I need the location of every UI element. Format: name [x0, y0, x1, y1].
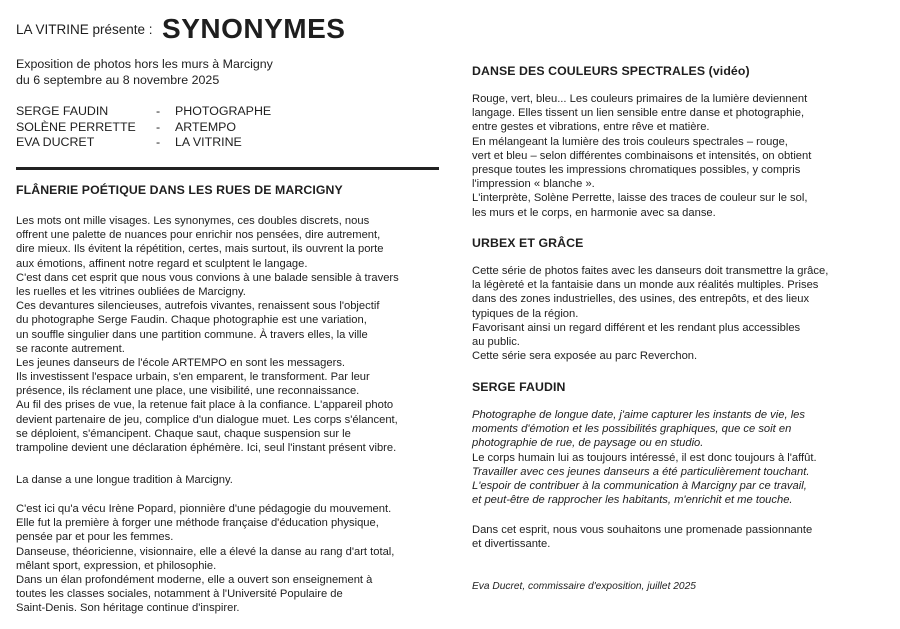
urbex-text	[472, 264, 828, 363]
text-line: Le corps humain lui as toujours intéressé, il est donc toujours à l'affût.	[472, 451, 817, 464]
exhibition-description: Exposition de photos hors les murs à Marcigny	[16, 57, 273, 71]
flanerie-paragraph	[16, 214, 399, 455]
text-line: Au fil des prises de vue, la retenue fait place à la confiance. L'appareil photo	[16, 399, 394, 412]
credit-row	[16, 104, 271, 120]
signature: Eva Ducret, commissaire d'exposition, juillet 2025	[472, 581, 696, 592]
page-header	[16, 13, 345, 45]
text-line: vert et bleu – selon différentes combinaisons et intensités, on obtient	[472, 149, 812, 162]
text-line: Travailler avec ces jeunes danseurs a été particulièrement touchant.	[472, 465, 810, 478]
text-line: L'interprète, Solène Perrette, laisse des traces de couleur sur le sol,	[472, 192, 808, 205]
text-line: presque toutes les impressions chromatiques possibles, y compris	[472, 163, 801, 176]
text-line: les ruelles et les vitrines oubliées de Marcigny.	[16, 285, 246, 298]
text-line: devient partenaire de jeu, complice d'un dialogue muet. Les corps s'élancent,	[16, 413, 398, 426]
credit-separator: -	[156, 119, 161, 134]
text-line: dire mieux. Ils évitent la répétition, certes, mais surtout, ils ouvrent la porte	[16, 243, 384, 256]
exhibition-dates: du 6 septembre au 8 novembre 2025	[16, 72, 220, 87]
text-line: C'est dans cet esprit que nous vous convions à une balade sensible à travers	[16, 271, 399, 284]
text-line: Ces devantures silencieuses, autrefois vivantes, renaissent sous l'objectif	[16, 300, 380, 313]
text-line: Dans cet esprit, nous vous souhaitons une promenade passionnante	[472, 524, 813, 536]
text-line: mêlant sport, expression, et philosophie.	[16, 559, 217, 572]
credit-name: SOLÈNE PERRETTE	[16, 119, 136, 134]
text-line: Elle fut la première à forger une méthode française d'éducation physique,	[16, 517, 379, 530]
credit-separator: -	[156, 135, 161, 149]
irene-popard-paragraph	[16, 502, 394, 616]
section-heading-urbex: URBEX ET GRÂCE	[472, 236, 584, 250]
text-line: offrent une palette de nuances pour enrichir nos pensées, dire autrement,	[16, 229, 381, 242]
text-line: se déploient, s'émancipent. Chaque saut, chaque suspension sur le	[16, 427, 351, 440]
credit-separator: -	[156, 104, 161, 118]
text-line: se raconte autrement.	[16, 342, 125, 355]
section-heading-danse-couleurs: DANSE DES COULEURS SPECTRALES (vidéo)	[472, 64, 750, 78]
exhibition-info	[16, 57, 273, 88]
text-line: pensée par et pour les femmes.	[16, 531, 174, 544]
text-line: la légèreté et la fantaisie dans un monde aux réalités multiples. Prises	[472, 279, 819, 292]
text-line: Cette série sera exposée au parc Reverchon.	[472, 350, 698, 363]
text-line: trampoline devient une déclaration éphémère. Ici, seul l'instant présent vibre.	[16, 442, 397, 454]
text-line: Les jeunes danseurs de l'école ARTEMPO en sont les messagers.	[16, 356, 346, 369]
text-line: et peut-être de rapprocher les habitants, m'enrichit et me touche.	[472, 494, 793, 507]
text-line: entre gestes et vibrations, entre rêve et matière.	[472, 121, 710, 134]
text-line: les murs et le corps, en harmonie avec sa danse.	[472, 206, 716, 219]
text-line: Ils investissent l'espace urbain, s'en emparent, le transforment. Par leur	[16, 371, 370, 384]
text-line: et divertissante.	[472, 538, 551, 551]
credit-role: LA VITRINE	[175, 135, 242, 149]
credit-row	[16, 135, 271, 151]
text-line: Photographe de longue date, j'aime capturer les instants de vie, les	[472, 409, 805, 421]
text-line: présence, ils réclament une place, une visibilité, une reconnaissance.	[16, 385, 360, 398]
text-line: photographie de rue, de paysage ou en studio.	[472, 437, 704, 450]
text-line: au public.	[472, 335, 520, 348]
presenter-label: LA VITRINE présente :	[16, 22, 153, 37]
credits-list	[16, 104, 271, 151]
credit-name: SERGE FAUDIN	[16, 104, 109, 118]
text-line: Saint-Denis. Son héritage continue d'inspirer.	[16, 602, 240, 615]
section-heading-flanerie: FLÂNERIE POÉTIQUE DANS LES RUES DE MARCIGNY	[16, 183, 343, 197]
credit-row	[16, 120, 271, 136]
danse-couleurs-text	[472, 92, 811, 220]
text-line: Cette série de photos faites avec les danseurs doit transmettre la grâce,	[472, 265, 829, 277]
divider-rule	[16, 167, 439, 170]
text-line: dans des zones industrielles, des usines, des entrepôts, et des lieux	[472, 293, 810, 306]
text-line: un souffle singulier dans une partition commune. À travers elles, la ville	[16, 328, 368, 341]
text-line: Dans un élan profondément moderne, elle a ouvert son enseignement à	[16, 573, 373, 586]
exhibition-title: SYNONYMES	[162, 13, 346, 44]
text-line: l'impression « blanche ».	[472, 178, 595, 191]
section-heading-serge-faudin: SERGE FAUDIN	[472, 380, 566, 394]
text-line: Les mots ont mille visages. Les synonymes, ces doubles discrets, nous	[16, 215, 370, 227]
text-line: langage. Elles tissent un lien sensible entre danse et photographie,	[472, 107, 805, 120]
text-line: toutes les classes sociales, notamment à l'Université Populaire de	[16, 588, 343, 601]
text-line: typiques de la région.	[472, 307, 579, 320]
credit-role: ARTEMPO	[175, 119, 237, 134]
credit-name: EVA DUCRET	[16, 135, 95, 149]
text-line: Danseuse, théoricienne, visionnaire, elle a élevé la danse au rang d'art total,	[16, 545, 395, 558]
text-line: aux émotions, affinent notre regard et sculptent le langage.	[16, 257, 308, 270]
dance-tradition-sentence	[16, 473, 233, 487]
text-line: La danse a une longue tradition à Marcigny.	[16, 474, 233, 486]
text-line: C'est ici qu'a vécu Irène Popard, pionnière d'une pédagogie du mouvement.	[16, 503, 392, 515]
text-line: En mélangeant la lumière des trois couleurs spectrales – rouge,	[472, 135, 788, 148]
text-line: du photographe Serge Faudin. Chaque photographie est une variation,	[16, 314, 367, 327]
text-line: L'espoir de contribuer à la communication à Marcigny par ce travail,	[472, 479, 807, 492]
closing-text	[472, 523, 812, 551]
credit-role: PHOTOGRAPHE	[175, 104, 272, 118]
text-line: Rouge, vert, bleu... Les couleurs primaires de la lumière deviennent	[472, 93, 808, 105]
text-line: moments d'émotion et les possibilités graphiques, que ce soit en	[472, 423, 792, 436]
text-line: Favorisant ainsi un regard différent et les rendant plus accessibles	[472, 321, 801, 334]
serge-faudin-text	[472, 408, 817, 507]
